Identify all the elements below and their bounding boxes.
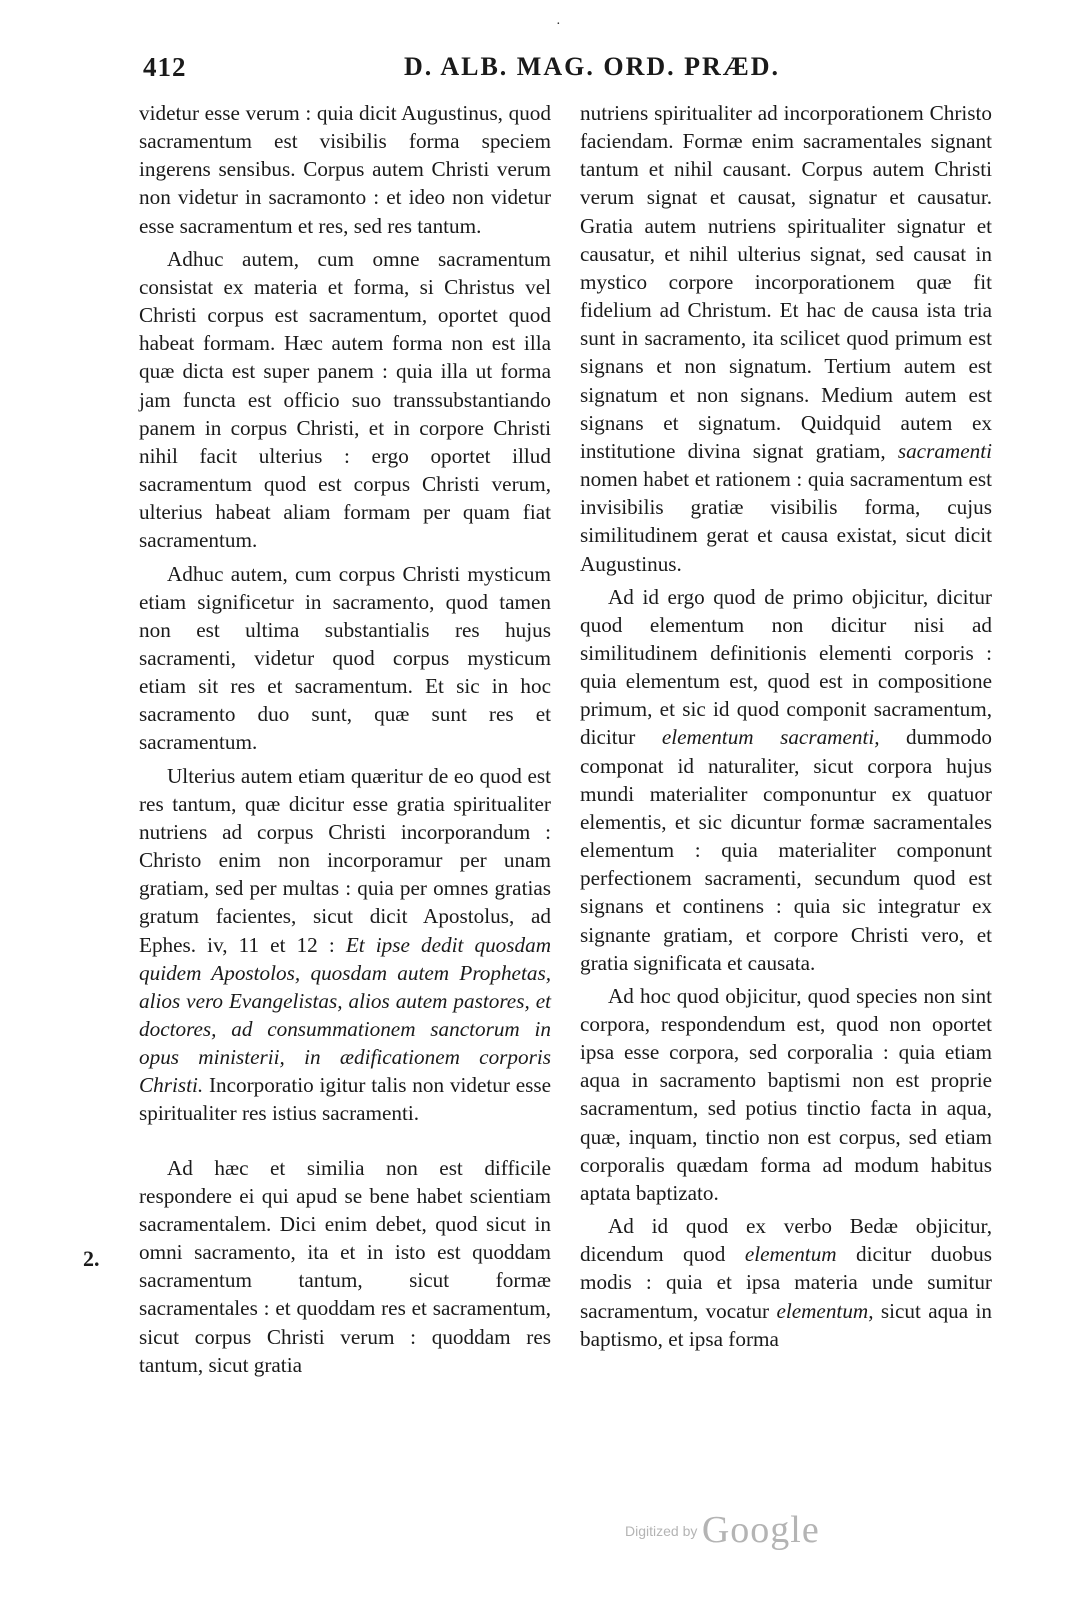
italic-term: sacramenti — [897, 438, 992, 463]
scripture-quote: Et ipse dedit quosdam quidem Apostolos, quosdam autem Prophetas, alios vero Evangelistas, alios autem pastores, et doctores, ad consummationem sanctorum in opus ministerii, in ædificationem corporis Christi. — [139, 932, 551, 1098]
stray-ink-mark: · — [556, 17, 561, 32]
paragraph-text: dicitur duobus modis : quia et ipsa materia unde sumitur sacramentum, vocatur — [580, 1242, 992, 1323]
paragraph-text: nomen habet et rationem : quia sacramentum est invisibilis gratiæ visibilis forma, cujus similitudinem gerat et causa existat, sicut dicit Augustinus. — [580, 467, 992, 576]
paragraph-text: sicut aqua in baptismo, et ipsa forma — [580, 1298, 992, 1351]
paragraph — [580, 583, 992, 977]
left-column — [139, 99, 551, 1384]
paragraph: videtur esse verum : quia dicit Augustinus, quod sacramentum est visibilis forma speciem ingerens sensibus. Corpus autem Christi verum non videtur in sacramonto : et ideo non videtur esse sacramentum et res, sed res tantum. — [139, 101, 551, 238]
paragraph: Adhuc autem, cum omne sacramentum consistat ex materia et forma, si Christus vel Christi corpus est sacramentum, oportet quod habeat formam. Hæc autem forma non est illa quæ dicta est super panem : quia illa ut forma jam functa est officio suo transsubstantiando panem in corpus Christi, et in corpore Christi nihil facit ulterius : ergo oportet illud sacramentum quod est corpus Christi verum, ulterius habeat aliam formam per quam fiat sacramentum. — [139, 246, 551, 553]
running-title: D. ALB. MAG. ORD. PRÆD. — [404, 52, 781, 81]
italic-term: elementum, — [776, 1298, 874, 1323]
paragraph — [580, 1212, 992, 1353]
paragraph-text: nutriens spiritualiter ad incorporationem Christo faciendam. Formæ enim sacramentales signant tantum et nihil causant. Corpus autem Christi verum signat et causat, signatur et causatur. Gratia autem nutriens spiritualiter signatur et causatur, et nihil ulterius signat, sed causat in mystico corpore incorporationem quæ fit fidelium ad Christum. Et hac de causa ista tria sunt in sacramento, ita scilicet quod primum est signans et non signatum. Tertium autem est signatum et non signans. Medium autem est signans et signatum. Quidquid autem ex institutione divina signat gratiam, — [580, 101, 992, 463]
right-column — [580, 99, 992, 1358]
paragraph-text: Incorporatio igitur talis non videtur esse spiritualiter res istius sacramenti. — [139, 1073, 551, 1126]
paragraph — [139, 762, 551, 1128]
paragraph-text: Ad id ergo quod de primo objicitur, dicitur quod elementum non dicitur nisi ad similitudinem definitionis elementi corporis : quia elementum est, quod est in compositione primum, et sic id quod componit sacramentum, dicitur — [580, 584, 992, 750]
paragraph-text: dummodo componat id naturaliter, sicut corpora hujus mundi materialiter componuntur ex quatuor elementis, et sic dicuntur formæ sacramentales elementum : quia materialiter componunt perfectionem sacramenti, secundum quod est signans et continens : quia sic integratur ex signante gratiam, et corpore Christi vero, et gratia significata et causata. — [580, 725, 992, 975]
paragraph: Adhuc autem, cum corpus Christi mysticum etiam significetur in sacramento, quod tamen non est ultima substantialis res hujus sacramenti, videtur quod corpus mysticum etiam sit res et sacramentum. Et sic in hoc sacramento duo sunt, quæ sunt res et sacramentum. — [139, 561, 551, 755]
page-number: 412 — [143, 52, 187, 82]
watermark-prefix: Digitized by — [625, 1523, 698, 1539]
paragraph: Ad hoc quod objicitur, quod species non sint corpora, respondendum est, quod non oportet ipsa esse corpora, sed corporalia : quia etiam aqua in sacramento baptismi non est proprie sacramentum, sed potius tinctio facta in aqua, quæ, inquam, tinctio non est corpus, sed etiam corporalis quædam forma ad modum habitus aptata baptizato. — [580, 983, 992, 1205]
google-logo: Google — [701, 1509, 820, 1551]
paragraph-text: Ad id quod ex verbo Bedæ objicitur, dicendum quod — [580, 1214, 992, 1267]
paragraph: Ad hæc et similia non est difficile respondere ei qui apud se bene habet scientiam sacramentalem. Dici enim debet, quod sicut in omni sacramento, ita et in isto est quoddam sacramentum tantum, sicut formæ sacramentales : et quoddam res et sacramentum, sicut corpus Christi verum : quoddam res tantum, sicut gratia — [139, 1155, 551, 1377]
digitized-watermark — [625, 1508, 820, 1552]
section-number: 2. — [83, 1246, 100, 1271]
italic-term: elementum sacramenti, — [661, 725, 880, 750]
italic-term: elementum — [744, 1242, 837, 1267]
paragraph — [580, 99, 992, 578]
paragraph-text: Ulterius autem etiam quæritur de eo quod est res tantum, quæ dicitur esse gratia spiritualiter nutriens ad corpus Christi incorporandum : Christo enim non incorporamur per unam gratiam, sed per multas : quia per omnes gratias gratum facientes, sicut dicit Apostolus, ad Ephes. iv, 11 et 12 : — [139, 763, 551, 957]
